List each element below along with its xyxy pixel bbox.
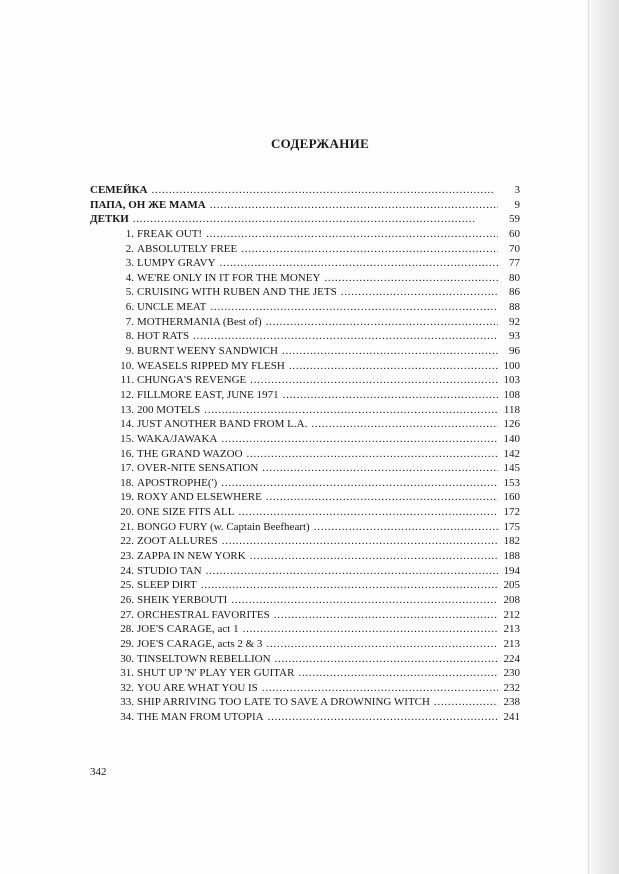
toc-leader-dots <box>238 505 498 520</box>
toc-item-number: 7. <box>125 315 134 328</box>
toc-page-number: 118 <box>503 403 520 416</box>
toc-item-label: FREAK OUT! <box>137 227 203 240</box>
toc-item-row <box>90 490 520 505</box>
toc-item-label: SHUT UP 'N' PLAY YER GUITAR <box>137 667 295 680</box>
toc-item-number: 28. <box>120 623 134 636</box>
toc-item-label: WAKA/JAWAKA <box>137 432 218 445</box>
toc-leader-dots <box>206 564 498 579</box>
toc-leader-dots <box>298 666 498 681</box>
toc-page-number: 182 <box>503 535 520 548</box>
toc-item-label: SHIP ARRIVING TOO LATE TO SAVE A DROWNING WITCH <box>137 696 430 709</box>
toc-leader-dots <box>262 681 498 696</box>
toc-page-number: 77 <box>509 257 520 270</box>
toc-page-number: 238 <box>503 696 520 709</box>
toc-item-label: OVER-NITE SENSATION <box>137 462 259 475</box>
toc-page-number: 205 <box>503 579 520 592</box>
toc-item-number: 8. <box>125 330 134 343</box>
toc-page-number: 172 <box>503 506 520 519</box>
toc-item-label: BONGO FURY (w. Captain Beefheart) <box>137 520 310 533</box>
toc-item-number: 29. <box>120 637 134 650</box>
toc-item-row <box>90 432 520 447</box>
toc-item-label: YOU ARE WHAT YOU IS <box>137 681 258 694</box>
toc-leader-dots <box>283 388 498 403</box>
toc-item-number: 19. <box>120 491 134 504</box>
toc-item-row <box>90 461 520 476</box>
toc-page-number: 175 <box>503 520 520 533</box>
toc-item-label: CHUNGA'S REVENGE <box>137 374 247 387</box>
toc-page-number: 96 <box>509 345 520 358</box>
toc-page-number: 194 <box>503 564 520 577</box>
toc-item-label: UNCLE MEAT <box>137 301 207 314</box>
toc-item-row <box>90 534 520 549</box>
toc-item-label: CRUISING WITH RUBEN AND THE JETS <box>137 286 337 299</box>
toc-item-number: 15. <box>120 432 134 445</box>
toc-item-row <box>90 227 520 242</box>
toc-item-row <box>90 417 520 432</box>
toc-item-label: MOTHERMANIA (Best of) <box>137 315 262 328</box>
toc-leader-dots <box>222 534 498 549</box>
toc-item-label: WEASELS RIPPED MY FLESH <box>137 359 285 372</box>
toc-item-number: 17. <box>120 462 134 475</box>
toc-item-row <box>90 373 520 388</box>
toc-item-number: 3. <box>125 257 134 270</box>
toc-item-number: 20. <box>120 506 134 519</box>
toc-item-row <box>90 593 520 608</box>
toc-item-label: JOE'S CARAGE, act 1 <box>137 623 239 636</box>
toc-item-label: THE MAN FROM UTOPIA <box>137 711 264 724</box>
toc-item-number: 13. <box>120 403 134 416</box>
toc-leader-dots <box>311 417 498 432</box>
toc-leader-dots <box>210 198 498 213</box>
toc-item-label: SHEIK YERBOUTI <box>137 593 228 606</box>
toc-item-number: 2. <box>125 242 134 255</box>
toc-item-label: TINSELTOWN REBELLION <box>137 652 271 665</box>
toc-leader-dots <box>206 227 498 242</box>
toc-item-row <box>90 285 520 300</box>
toc-item-label: FILLMORE EAST, JUNE 1971 <box>137 388 279 401</box>
toc-leader-dots <box>151 183 498 198</box>
toc-leader-dots <box>314 520 498 535</box>
toc-leader-dots <box>250 373 498 388</box>
toc-leader-dots <box>275 652 498 667</box>
toc-item-row <box>90 242 520 257</box>
toc-page-number: 145 <box>503 462 520 475</box>
toc-item-row <box>90 520 520 535</box>
toc-leader-dots <box>220 256 498 271</box>
toc-leader-dots <box>241 242 498 257</box>
toc-item-number: 26. <box>120 593 134 606</box>
toc-item-row <box>90 681 520 696</box>
toc-item-label: JOE'S CARAGE, acts 2 & 3 <box>137 637 263 650</box>
toc-section-row <box>90 198 520 213</box>
toc-page-number: 140 <box>503 432 520 445</box>
toc-page-number: 100 <box>503 359 520 372</box>
toc-page-number: 188 <box>503 550 520 563</box>
toc-item-row <box>90 710 520 725</box>
toc-item-number: 5. <box>125 286 134 299</box>
toc-page-number: 232 <box>503 681 520 694</box>
toc-item-number: 23. <box>120 550 134 563</box>
toc-item-label: SLEEP DIRT <box>137 579 197 592</box>
toc-leader-dots <box>268 710 498 725</box>
toc-item-row <box>90 476 520 491</box>
toc-leader-dots <box>201 578 498 593</box>
page-edge-line <box>588 0 589 874</box>
toc-item-label: HOT RATS <box>137 330 190 343</box>
toc-leader-dots <box>243 622 498 637</box>
toc-item-label: BURNT WEENY SANDWICH <box>137 345 278 358</box>
toc-item-row <box>90 608 520 623</box>
toc-item-number: 9. <box>125 345 134 358</box>
toc-item-row <box>90 695 520 710</box>
toc-item-row <box>90 578 520 593</box>
toc-item-number: 12. <box>120 388 134 401</box>
toc-page-number: 93 <box>509 330 520 343</box>
toc-leader-dots <box>434 695 498 710</box>
toc-item-number: 24. <box>120 564 134 577</box>
toc-item-number: 4. <box>125 271 134 284</box>
toc-item-row <box>90 622 520 637</box>
toc-leader-dots <box>266 490 498 505</box>
toc-item-row <box>90 271 520 286</box>
toc-item-row <box>90 344 520 359</box>
toc-item-number: 18. <box>120 476 134 489</box>
toc-leader-dots <box>266 637 498 652</box>
footer-page-number: 342 <box>90 766 107 778</box>
table-of-contents <box>90 183 520 725</box>
toc-item-row <box>90 652 520 667</box>
toc-section-row <box>90 212 520 227</box>
toc-item-number: 31. <box>120 667 134 680</box>
toc-item-label: LUMPY GRAVY <box>137 257 216 270</box>
toc-leader-dots <box>341 285 498 300</box>
toc-leader-dots <box>231 593 498 608</box>
toc-item-number: 11. <box>120 374 134 387</box>
toc-leader-dots <box>247 447 498 462</box>
toc-item-label: THE GRAND WAZOO <box>137 447 243 460</box>
toc-section-label: ПАПА, ОН ЖЕ МАМА <box>90 198 206 211</box>
toc-item-label: JUST ANOTHER BAND FROM L.A. <box>137 418 308 431</box>
toc-item-label: ZOOT ALLURES <box>137 535 218 548</box>
page-title: СОДЕРЖАНИЕ <box>270 136 370 151</box>
toc-item-number: 16. <box>120 447 134 460</box>
toc-item-row <box>90 403 520 418</box>
toc-page-number: 212 <box>503 608 520 621</box>
toc-page-number: 80 <box>509 271 520 284</box>
toc-item-row <box>90 359 520 374</box>
toc-item-number: 25. <box>120 579 134 592</box>
toc-item-number: 21. <box>120 520 134 533</box>
toc-leader-dots <box>250 549 498 564</box>
toc-item-row <box>90 666 520 681</box>
toc-item-number: 30. <box>120 652 134 665</box>
toc-item-row <box>90 300 520 315</box>
toc-item-label: 200 MOTELS <box>137 403 201 416</box>
toc-page-number: 3 <box>514 184 520 196</box>
toc-leader-dots <box>282 344 498 359</box>
toc-item-label: APOSTROPHE(') <box>137 476 218 489</box>
toc-section-label: СЕМЕЙКА <box>90 184 148 196</box>
toc-section-label: ДЕТКИ <box>90 213 129 226</box>
toc-item-number: 34. <box>120 711 134 724</box>
toc-page-number: 241 <box>503 711 520 724</box>
toc-leader-dots <box>133 212 498 227</box>
toc-item-number: 1. <box>125 227 134 240</box>
toc-page-number: 70 <box>509 242 520 255</box>
toc-leader-dots <box>262 461 498 476</box>
toc-page-number: 86 <box>509 286 520 299</box>
toc-page-number: 60 <box>509 227 520 240</box>
toc-leader-dots <box>204 403 498 418</box>
toc-item-row <box>90 564 520 579</box>
toc-item-row <box>90 447 520 462</box>
toc-page-number: 224 <box>503 652 520 665</box>
toc-item-number: 27. <box>120 608 134 621</box>
toc-leader-dots <box>210 300 498 315</box>
toc-page-number: 153 <box>503 476 520 489</box>
toc-leader-dots <box>274 608 498 623</box>
toc-item-number: 22. <box>120 535 134 548</box>
toc-leader-dots <box>221 476 498 491</box>
toc-leader-dots <box>221 432 498 447</box>
toc-item-row <box>90 549 520 564</box>
toc-page-number: 103 <box>503 374 520 387</box>
toc-page-number: 213 <box>503 623 520 636</box>
toc-item-row <box>90 388 520 403</box>
toc-item-row <box>90 637 520 652</box>
toc-page-number: 213 <box>503 637 520 650</box>
toc-item-label: ONE SIZE FITS ALL <box>137 506 235 519</box>
toc-item-number: 10. <box>120 359 134 372</box>
toc-page-number: 59 <box>509 213 520 226</box>
toc-item-row <box>90 256 520 271</box>
toc-page-number: 92 <box>509 315 520 328</box>
toc-leader-dots <box>193 329 498 344</box>
toc-page-number: 208 <box>503 593 520 606</box>
toc-item-number: 33. <box>120 696 134 709</box>
toc-leader-dots <box>266 315 498 330</box>
toc-page-number: 160 <box>503 491 520 504</box>
toc-item-number: 6. <box>125 301 134 314</box>
toc-item-number: 32. <box>120 681 134 694</box>
toc-leader-dots <box>324 271 498 286</box>
toc-leader-dots <box>289 359 498 374</box>
toc-page-number: 108 <box>503 388 520 401</box>
toc-item-label: WE'RE ONLY IN IT FOR THE MONEY <box>137 271 321 284</box>
toc-page-number: 9 <box>514 198 520 211</box>
toc-page-number: 88 <box>509 301 520 314</box>
toc-page-number: 142 <box>503 447 520 460</box>
toc-section-row <box>90 183 520 198</box>
toc-item-label: ORCHESTRAL FAVORITES <box>137 608 270 621</box>
toc-item-label: ZAPPA IN NEW YORK <box>137 550 246 563</box>
toc-item-label: ROXY AND ELSEWHERE <box>137 491 262 504</box>
toc-page-number: 126 <box>503 418 520 431</box>
toc-item-label: ABSOLUTELY FREE <box>137 242 238 255</box>
toc-page-number: 230 <box>503 667 520 680</box>
toc-item-label: STUDIO TAN <box>137 564 202 577</box>
toc-item-row <box>90 329 520 344</box>
toc-item-number: 14. <box>120 418 134 431</box>
toc-item-row <box>90 315 520 330</box>
toc-item-row <box>90 505 520 520</box>
